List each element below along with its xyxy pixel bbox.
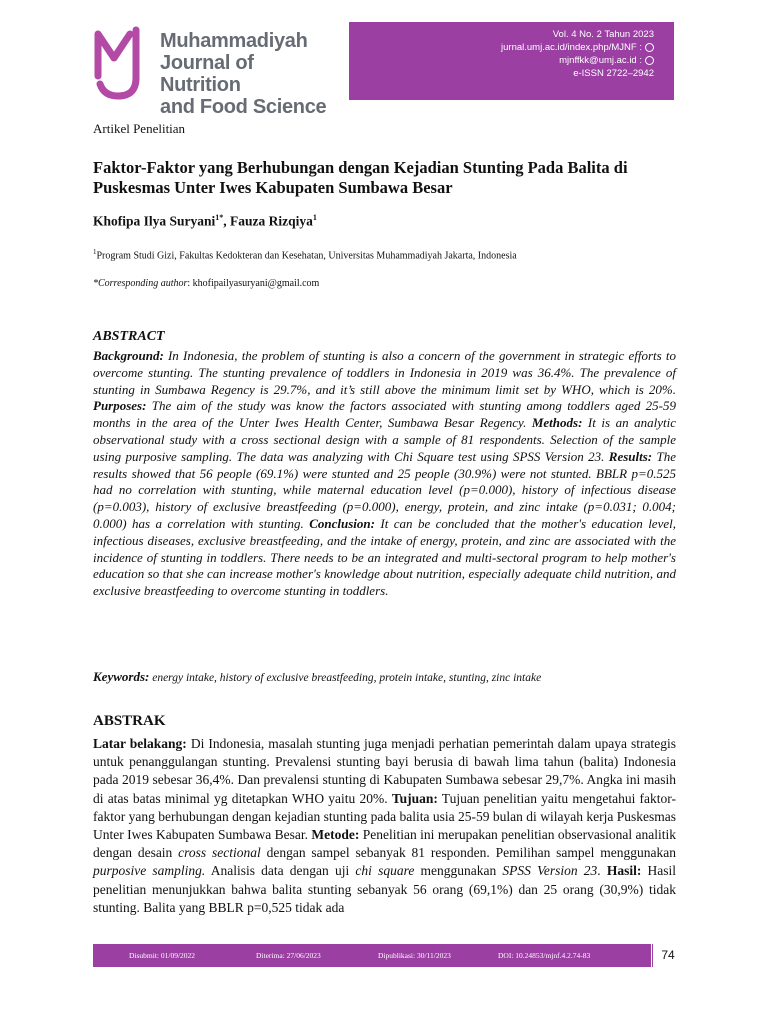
metode-text-d: menggunakan	[414, 863, 503, 879]
purposes-label: Purposes:	[93, 398, 147, 414]
metode-text-e: .	[597, 863, 607, 879]
published-date: Dipublikasi: 30/11/2023	[378, 951, 451, 960]
article-title: Faktor-Faktor yang Berhubungan dengan Kejadian Stunting Pada Balita di Puskesmas Unter Iwes Kabupaten Sumbawa Besar	[93, 158, 628, 197]
accepted-date: Diterima: 27/06/2023	[256, 951, 321, 960]
metode-italic-4: SPSS Version 23	[502, 863, 598, 879]
submitted-date: Disubmit: 01/09/2022	[129, 951, 196, 960]
journal-logo	[92, 24, 332, 118]
results-label: Results:	[608, 448, 653, 464]
corresponding-label: *Corresponding author	[93, 278, 188, 289]
email-link[interactable]: mjnffkk@umj.ac.id :	[559, 55, 642, 66]
latar-text: Di Indonesia, masalah stunting juga menjadi perhatian pemerintah dalam upaya strategis untuk penanggulangan stunting. Prevalensi stunting bayi berusia di bawah lima tahun (balita) Indonesia pada 2019 sebesar 36,4%. Dan prevalensi stunting di Kabupaten Sumbawa sebesar 29,7%. Angka ini masih di atas batas minimal yg ditetapkan WHO yaitu 20%.	[93, 736, 677, 806]
author-1: Khofipa Ilya Suryani	[93, 213, 216, 229]
website-line	[349, 41, 654, 54]
abstract-heading: ABSTRACT	[93, 329, 165, 344]
keywords-value: energy intake, history of exclusive breastfeeding, protein intake, stunting, zinc intake	[149, 672, 542, 684]
methods-label: Methods:	[531, 415, 583, 431]
author-separator: ,	[223, 213, 231, 229]
footer-bar	[93, 944, 651, 967]
page-number: 74	[652, 944, 683, 967]
corresponding-author	[93, 278, 319, 289]
latar-label: Latar belakang:	[93, 736, 187, 751]
metode-italic-3: chi square	[355, 863, 415, 879]
abstrak-body	[93, 735, 676, 917]
email-line	[349, 54, 654, 67]
hasil-label: Hasil:	[606, 863, 642, 879]
affiliation-text: Program Studi Gizi, Fakultas Kedokteran dan Kesehatan, Universitas Muhammadiyah Jakarta, Indonesia	[96, 250, 517, 262]
journal-info-box	[349, 22, 674, 100]
background-text: In Indonesia, the problem of stunting is also a concern of the government in strategic efforts to overcome stunting. The stunting prevalence of toddlers in Indonesia in 2019 was 36.4%. The prevalence of stunting in Sumbawa Regency is 29.7%, and it’s still above the minimum limit set by WHO, which is 20%.	[93, 348, 676, 397]
author-2-sup: 1	[312, 213, 317, 222]
web-icon	[645, 43, 654, 52]
results-text: The results showed that 56 people (69.1%) were stunted and 25 people (30.9%) were not stunted. BBLR p=0.525 had no correlation with stunting, while maternal education level (p=0.000), history of infectious disease (p=0.003), history of exclusive breastfeeding (p=0.000), energy, protein, and zinc intake (p=0.031; 0.004; 0.000) has a correlation with stunting.	[93, 448, 676, 531]
journal-name-line-2: Journal of Nutrition	[160, 52, 254, 96]
conclusion-label: Conclusion:	[309, 515, 375, 531]
conclusion-text: It can be concluded that the mother's education level, infectious diseases, exclusive breastfeeding, and the intake of energy, protein, and zinc are associated with the incidence of stunting in toddlers. There needs to be an integrated and multi-sectoral program to help mother's education so that she can increase mother's knowledge about nutrition, especially adequate child nutrition, and exclusive breastfeeding to overcome stunting in toddlers.	[93, 515, 676, 599]
journal-name	[160, 30, 332, 118]
doi[interactable]: DOI: 10.24853/mjnf.4.2.74-83	[498, 951, 591, 960]
article-type: Artikel Penelitian	[93, 121, 186, 136]
website-link[interactable]: jurnal.umj.ac.id/index.php/MJNF :	[501, 42, 642, 53]
abstract-body	[93, 348, 676, 600]
hasil-text: Hasil penelitian menunjukkan bahwa balita stunting sebanyak 56 orang (69,1%) dan 25 orang (30,9%) tidak stunting. Balita yang BBLR p=0,525 tidak ada	[93, 863, 677, 915]
metode-italic-1: cross sectional	[178, 845, 261, 861]
authors	[93, 213, 317, 230]
keywords-label: Keywords:	[93, 669, 150, 684]
metode-text-b: dengan sampel sebanyak 81 responden. Pemilihan sampel menggunakan	[260, 845, 676, 861]
author-2: Fauza Rizqiya	[230, 213, 313, 229]
purposes-text: The aim of the study was know the factors associated with stunting among toddlers aged 25-59 months in the area of the Unter Iwes Health Center, Sumbawa Besar Regency.	[93, 398, 676, 431]
mail-icon	[645, 56, 654, 65]
volume-info: Vol. 4 No. 2 Tahun 2023	[552, 29, 654, 40]
issn: e-ISSN 2722–2942	[573, 68, 654, 79]
keywords	[93, 669, 676, 685]
metode-text-c: Analisis data dengan uji	[205, 863, 356, 879]
metode-text-a: Penelitian ini merupakan penelitian observasional analitik dengan desain	[93, 827, 676, 861]
tujuan-label: Tujuan:	[391, 790, 438, 806]
tujuan-text: Tujuan penelitian yaitu mengetahui faktor-faktor yang berhubungan dengan kejadian stunting pada balita usia 25-59 bulan di wilayah kerja Puskesmas Unter Iwes Kabupaten Sumbawa Besar.	[93, 790, 676, 843]
journal-name-line-3: and Food Science	[160, 96, 327, 118]
metode-label: Metode:	[311, 827, 360, 843]
corresponding-email[interactable]: : khofipailyasuryani@gmail.com	[187, 278, 320, 289]
affiliation-sup: 1	[93, 248, 97, 256]
journal-name-line-1: Muhammadiyah	[160, 30, 308, 52]
methods-text: It is an analytic observational study with a cross sectional design with a sample of 81 respondents. Selection of the sample using purposive sampling. The data was analyzing with Chi Square test using SPSS Version 23.	[93, 415, 676, 464]
affiliation	[93, 248, 517, 261]
author-1-sup: 1*	[215, 213, 224, 222]
metode-italic-2: purposive sampling.	[93, 863, 206, 879]
background-label: Background:	[93, 348, 164, 363]
abstrak-heading: ABSTRAK	[93, 713, 166, 729]
journal-logo-icon	[92, 24, 148, 102]
